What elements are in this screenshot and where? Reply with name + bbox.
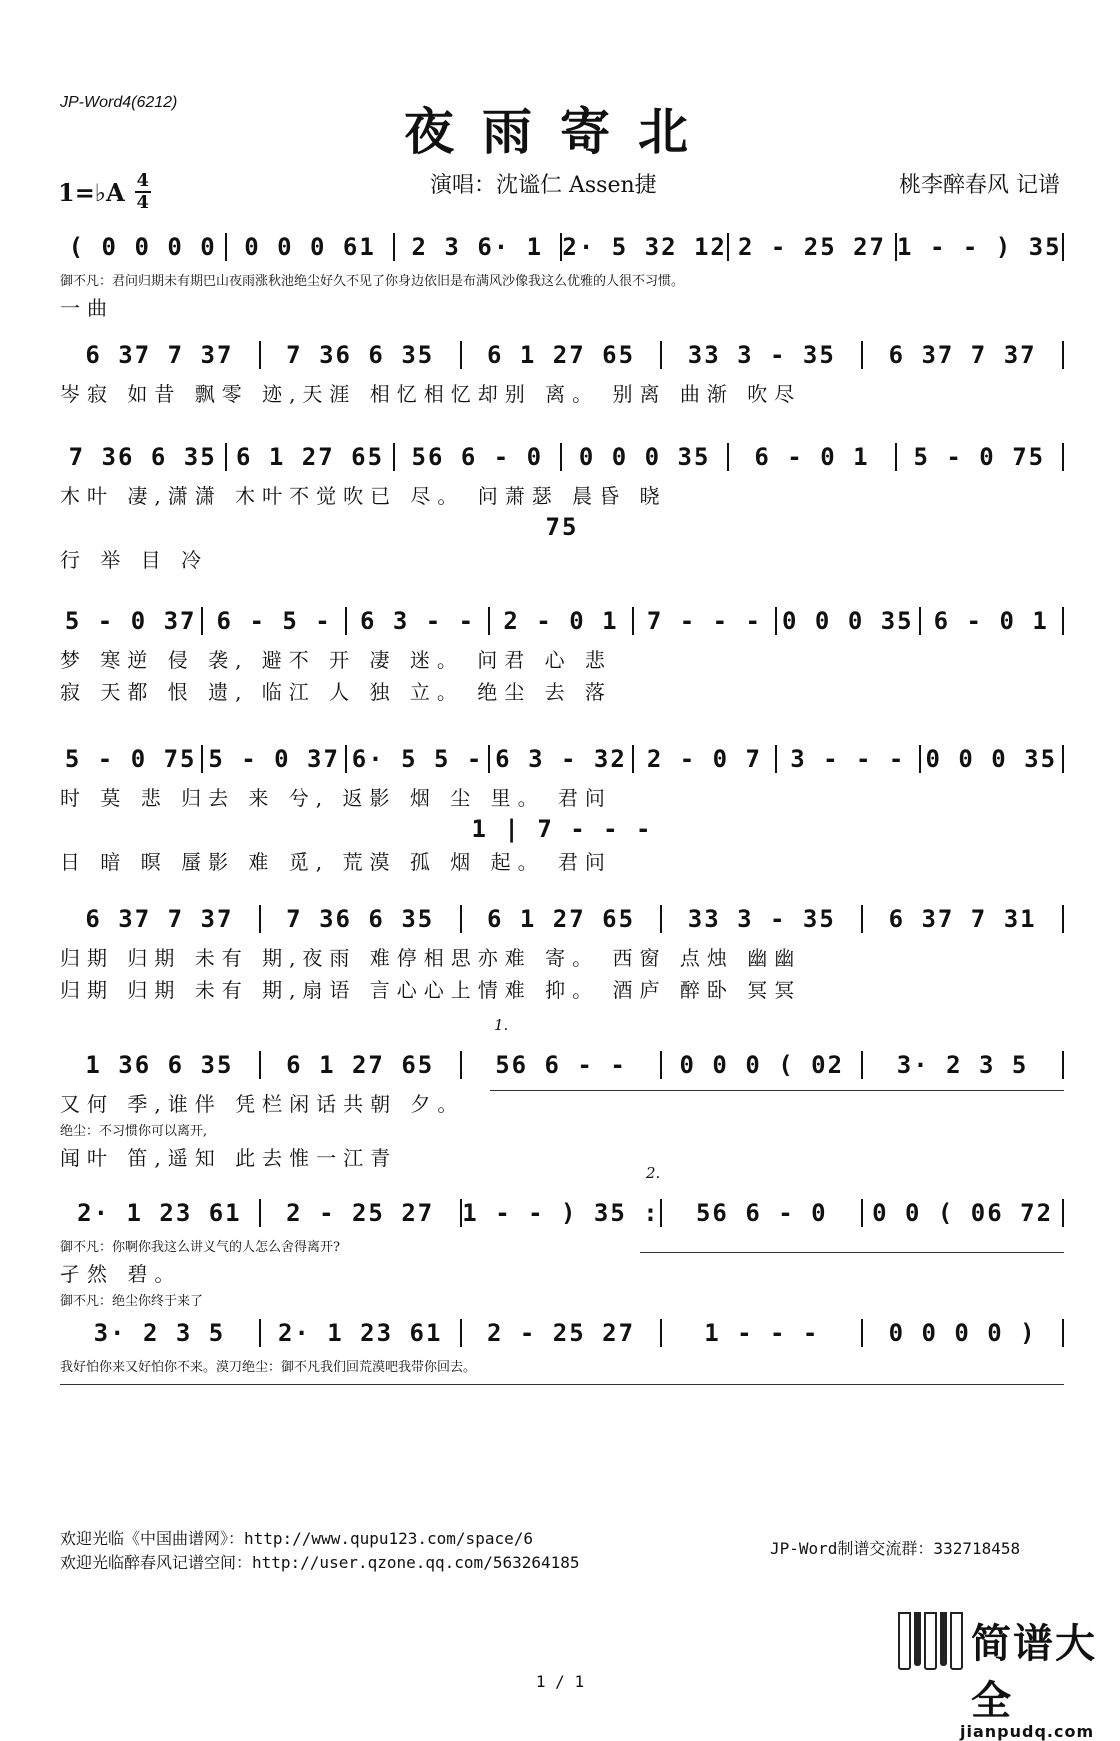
notation-row [60, 226, 1064, 268]
measure: 33 3 - 35 [662, 905, 863, 933]
measure: 5 - 0 37 [203, 745, 346, 773]
measure: 2 - 0 7 [634, 745, 777, 773]
notation-row [60, 1312, 1064, 1354]
footer-link-1: 欢迎光临《中国曲谱网》：http://www.qupu123.com/space/6 [60, 1529, 533, 1548]
measure: 2 3 6· 1 [395, 233, 562, 261]
volta-mark: 2. [646, 1164, 661, 1182]
measure: 6 3 - - [347, 607, 490, 635]
measure: 3· 2 3 5 [863, 1051, 1064, 1079]
measure: 6 - 0 1 [729, 443, 896, 471]
lyric-line: 日 暗 暝 蜃影 难 觅, 荒漠 孤 烟 起。 君问 [60, 850, 612, 874]
dialogue-text: 绝尘：不习惯你可以离开, [60, 1124, 208, 1139]
measure: 3· 2 3 5 [60, 1319, 261, 1347]
logo-url: jianpudq.com [960, 1722, 1095, 1741]
measure: 0 0 0 ( 02 [662, 1051, 863, 1079]
measure: 7 36 6 35 [261, 905, 462, 933]
footer-group: JP-Word制谱交流群：332718458 [770, 1539, 1021, 1558]
notation-row [60, 1192, 1064, 1234]
measure: 6 1 27 65 [261, 1051, 462, 1079]
key-text: 1=♭A [58, 177, 125, 207]
measure: 6 37 7 37 [60, 341, 261, 369]
notation-row [60, 600, 1064, 642]
footer-link-2: 欢迎光临醉春风记谱空间：http://user.qzone.qq.com/563264185 [60, 1553, 580, 1572]
measure: 33 3 - 35 [662, 341, 863, 369]
measure: 2 - 25 27 [729, 233, 896, 261]
time-signature [135, 172, 151, 212]
singer-credit: 演唱：沈谧仁 Assen捷 [430, 173, 657, 198]
notation-row [60, 334, 1064, 376]
measure: 6 - 0 1 [921, 607, 1064, 635]
lyric-line: 梦 寒逆 侵 袭, 避不 开 凄 迷。 问君 心 悲 [60, 648, 612, 672]
measure: 2· 5 32 12 [562, 233, 729, 261]
measure: 2 - 0 1 [490, 607, 633, 635]
time-top: 4 [136, 170, 150, 191]
site-logo [898, 1612, 1118, 1741]
measure: 7 36 6 35 [261, 341, 462, 369]
measure: 56 6 - 0 [662, 1199, 863, 1227]
lyric-line: 归期 归期 未有 期,夜雨 难停相思亦难 寄。 西窗 点烛 幽幽 [60, 946, 802, 970]
measure: 6 3 - 32 [490, 745, 633, 773]
notation-row [60, 738, 1064, 780]
measure: 5 - 0 75 [897, 443, 1064, 471]
dialogue-text: 御不凡：你啊你我这么讲义气的人怎么舍得离开? [60, 1240, 340, 1255]
measure: 7 36 6 35 [60, 443, 227, 471]
lyric-line: 岑寂 如昔 飘零 迹,天涯 相忆相忆却别 离。 别离 曲渐 吹尽 [60, 382, 802, 406]
lyric-line: 时 莫 悲 归去 来 兮, 返影 烟 尘 里。 君问 [60, 786, 612, 810]
measure: 0 0 0 35 [562, 443, 729, 471]
measure: 0 0 0 35 [921, 745, 1064, 773]
notation-row [60, 1044, 1064, 1086]
alternate-notes: 1 | 7 - - - [471, 815, 653, 843]
measure: 6 1 27 65 [462, 905, 663, 933]
measure: 7 - - - [634, 607, 777, 635]
lyric-line: 一曲 [60, 296, 114, 320]
measure: 2 - 25 27 [261, 1199, 462, 1227]
key-signature [58, 172, 151, 212]
time-bottom: 4 [136, 192, 150, 213]
lyric-line: 闻叶 笛,遥知 此去惟一江青 [60, 1146, 398, 1170]
measure: 2· 1 23 61 [261, 1319, 462, 1347]
measure: 56 6 - - [462, 1051, 663, 1079]
measure: 1 - - - [662, 1319, 863, 1347]
page-number: 1 / 1 [535, 1672, 585, 1691]
measure: 3 - - - [777, 745, 920, 773]
measure: 56 6 - 0 [395, 443, 562, 471]
measure: 5 - 0 37 [60, 607, 203, 635]
transcriber-credit: 桃李醉春风 记谱 [899, 173, 1060, 198]
measure: 1 - - ) 35 [897, 233, 1064, 261]
lyric-line: 行 举 目 冷 [60, 548, 209, 572]
logo-text: 简谱大全 [971, 1621, 1097, 1724]
measure: 2· 1 23 61 [60, 1199, 261, 1227]
measure: 5 - 0 75 [60, 745, 203, 773]
software-label: JP-Word4(6212) [60, 94, 178, 111]
measure: 6 1 27 65 [227, 443, 394, 471]
measure: 6 37 7 37 [60, 905, 261, 933]
measure: 6 1 27 65 [462, 341, 663, 369]
measure: 0 0 0 61 [227, 233, 394, 261]
notation-row [60, 898, 1064, 940]
piano-keys-icon [898, 1612, 963, 1670]
dialogue-text: 御不凡：绝尘你终于来了 [60, 1294, 204, 1309]
lyric-line: 寂 天都 恨 遗, 临江 人 独 立。 绝尘 去 落 [60, 680, 612, 704]
measure: 6· 5 5 - [347, 745, 490, 773]
measure: 1 - - ) 35 : [462, 1199, 663, 1227]
dialogue-text: 我好怕你来又好怕你不来。漠刀绝尘：御不凡我们回荒漠吧我带你回去。 [60, 1360, 477, 1375]
alternate-notes: 75 [545, 513, 579, 541]
measure: ( 0 0 0 0 [60, 233, 227, 261]
dialogue-text: 御不凡：君问归期未有期巴山夜雨涨秋池绝尘好久不见了你身边依旧是布满风沙像我这么优雅的人很不习惯。 [60, 274, 685, 289]
measure: 6 - 5 - [203, 607, 346, 635]
lyric-line: 木叶 凄,潇潇 木叶不觉吹已 尽。 问萧瑟 晨昏 晓 [60, 484, 667, 508]
lyric-line: 归期 归期 未有 期,扇语 言心心上情难 抑。 酒庐 醉卧 冥冥 [60, 978, 802, 1002]
lyric-line: 孑然 碧。 [60, 1262, 182, 1286]
measure: 0 0 0 0 ) [863, 1319, 1064, 1347]
measure: 1 36 6 35 [60, 1051, 261, 1079]
measure: 6 37 7 31 [863, 905, 1064, 933]
volta-mark: 1. [494, 1016, 509, 1034]
measure: 6 37 7 37 [863, 341, 1064, 369]
song-title: 夜雨寄北 [404, 102, 716, 161]
measure: 0 0 ( 06 72 [863, 1199, 1064, 1227]
lyric-line: 又何 季,谁伴 凭栏闲话共朝 夕。 [60, 1092, 465, 1116]
notation-row [60, 436, 1064, 478]
measure: 2 - 25 27 [462, 1319, 663, 1347]
measure: 0 0 0 35 [777, 607, 920, 635]
